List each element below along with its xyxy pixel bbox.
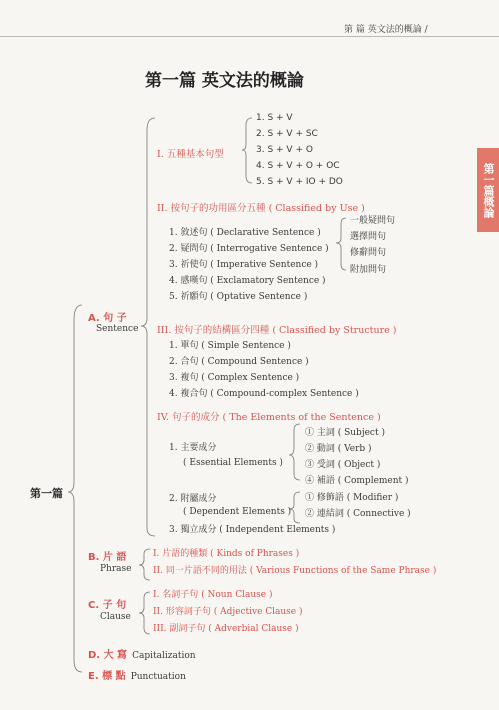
question-type: 選擇問句: [350, 232, 387, 242]
a4-main-label: 1. 主要成分: [169, 443, 217, 453]
a4-dep-label: 2. 附屬成分: [169, 494, 217, 504]
a3-item: 1. 單句 ( Simple Sentence ): [169, 341, 291, 351]
a1-heading: [157, 146, 224, 160]
a1-item: 1. S + V: [256, 113, 293, 123]
a3-heading: [157, 322, 396, 336]
c-item: [153, 604, 303, 617]
section-e-text: Punctuation: [130, 672, 186, 682]
a4-main-item: ③ 受詞 ( Object ): [305, 460, 381, 470]
a1-item: 5. S + V + IO + DO: [256, 177, 343, 187]
section-d-text: Capitalization: [132, 651, 196, 661]
a1-item: 2. S + V + SC: [256, 129, 318, 139]
a4-main-label-en: ( Essential Elements ): [183, 458, 283, 468]
a2-item: 5. 祈願句 ( Optative Sentence ): [169, 292, 308, 302]
a1-item: 3. S + V + O: [256, 145, 313, 155]
c-item-text: II. 形容詞子句 ( Adjective Clause ): [153, 607, 303, 617]
section-c-label: C. 子 句: [88, 600, 127, 611]
section-a-label: A. 句 子: [88, 313, 127, 324]
page-title: 第一篇 英文法的概論: [145, 71, 304, 91]
b-item-text: II. 同一片語不同的用法 ( Various Functions of the Same Phrase ): [153, 566, 437, 576]
a2-heading: [157, 200, 365, 214]
section-e: [88, 664, 186, 683]
c-item: [153, 621, 299, 634]
a4-main-item: ④ 補語 ( Complement ): [305, 476, 409, 486]
section-c-sublabel: Clause: [100, 612, 131, 622]
a3-item: 4. 複合句 ( Compound-complex Sentence ): [169, 389, 359, 399]
section-b-label: B. 片 語: [88, 552, 127, 563]
question-type: 附加問句: [350, 265, 387, 275]
chapter-side-tab: 第一篇概論: [477, 148, 499, 232]
a4-dep-item: ① 修飾語 ( Modifier ): [305, 493, 399, 503]
a4-heading-text: IV. 句子的成分 ( The Elements of the Sentence ): [157, 412, 381, 423]
a2-heading-text: II. 按句子的功用區分五種 ( Classified by Use ): [157, 203, 365, 214]
question-type: 一般疑問句: [350, 216, 396, 226]
section-d-label: D. 大 寫: [88, 650, 128, 661]
section-d: [88, 643, 196, 662]
a3-item: 3. 複句 ( Complex Sentence ): [169, 373, 300, 383]
b-item-text: I. 片語的種類 ( Kinds of Phrases ): [153, 549, 300, 559]
c-item-text: III. 副詞子句 ( Adverbial Clause ): [153, 624, 299, 634]
a3-heading-text: III. 按句子的結構區分四種 ( Classified by Structure ): [157, 325, 397, 336]
a2-item: 2. 疑問句 ( Interrogative Sentence ): [169, 244, 329, 254]
a2-item: 1. 敘述句 ( Declarative Sentence ): [169, 228, 321, 238]
a4-heading: [157, 409, 381, 423]
a4-main-item: ① 主詞 ( Subject ): [305, 428, 385, 438]
a2-item: 3. 祈使句 ( Imperative Sentence ): [169, 260, 319, 270]
section-b-sublabel: Phrase: [100, 564, 132, 574]
c-item: [153, 587, 273, 600]
a2-item: 4. 感嘆句 ( Exclamatory Sentence ): [169, 276, 326, 286]
a1-heading-text: I. 五種基本句型: [157, 149, 224, 160]
a4-main-item: ② 動詞 ( Verb ): [305, 444, 372, 454]
a3-item: 2. 合句 ( Compound Sentence ): [169, 357, 309, 367]
a1-item: 4. S + V + O + OC: [256, 161, 340, 171]
section-e-label: E. 標 點: [88, 671, 126, 682]
a4-dep-item: ② 連結詞 ( Connective ): [305, 509, 411, 519]
root-label: 第一篇: [30, 487, 63, 500]
b-item: [153, 546, 299, 559]
a4-dep-label-en: ( Dependent Elements ): [183, 507, 292, 517]
b-item: [153, 563, 436, 576]
running-header: 第 篇 英文法的概論 /: [344, 25, 428, 35]
a4-indep: 3. 獨立成分 ( Independent Elements ): [169, 525, 336, 535]
c-item-text: I. 名詞子句 ( Noun Clause ): [153, 590, 273, 600]
section-a-sublabel: Sentence: [96, 324, 139, 334]
question-type: 修辭問句: [350, 248, 387, 258]
